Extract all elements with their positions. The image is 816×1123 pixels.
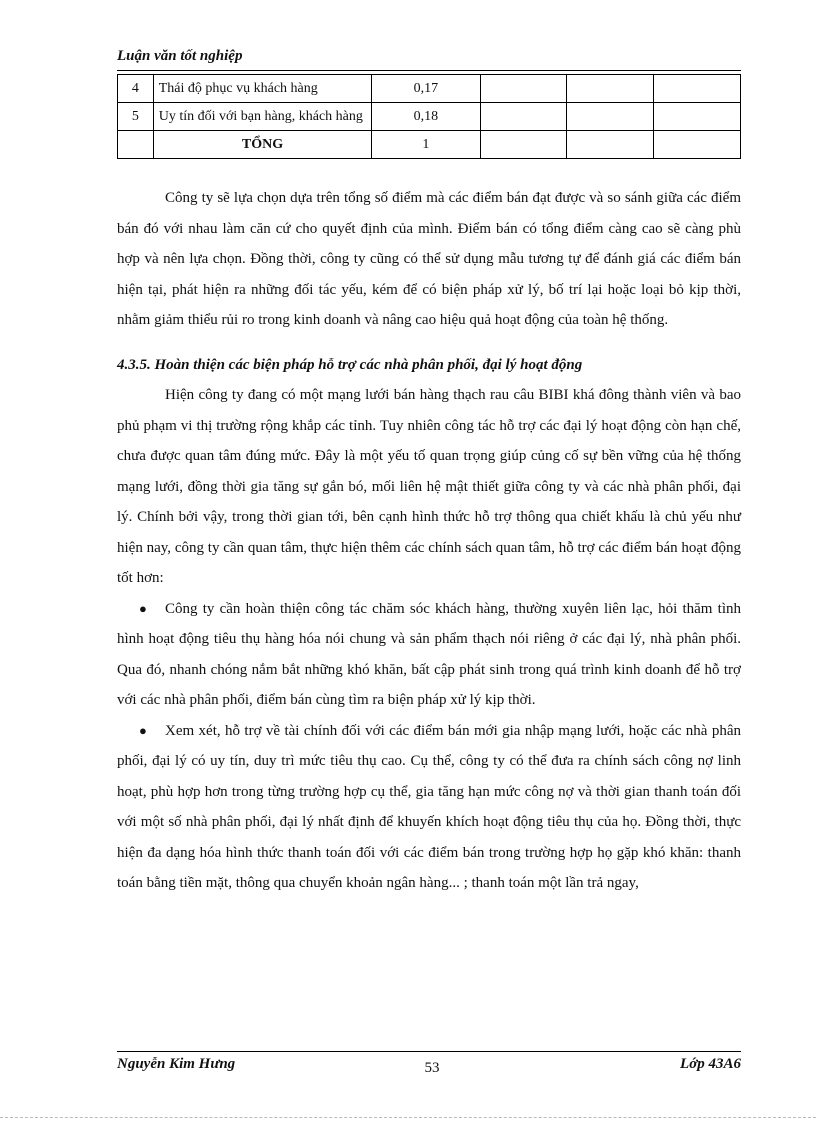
row-number: 4 xyxy=(118,75,154,103)
weight-cell: 0,17 xyxy=(372,75,480,103)
criteria-table xyxy=(117,74,741,159)
footer-rule xyxy=(117,1051,741,1052)
score-cell xyxy=(567,75,654,103)
weight-cell: 0,18 xyxy=(372,103,480,131)
paragraph-support-network: Hiện công ty đang có một mạng lưới bán hàng thạch rau câu BIBI khá đông thành viên và bao phủ phạm vi thị trường rộng khắp các tỉnh. Tuy nhiên công tác hỗ trợ các đại lý hoạt động còn hạn chế, chưa được quan tâm đúng mức. Đây là một yếu tố quan trọng giúp củng cố sự bền vững của hệ thống mạng lưới, đồng thời gia tăng sự gắn bó, mối liên hệ mật thiết giữa công ty và các nhà phân phối, đại lý. Chính bởi vậy, trong thời gian tới, bên cạnh hình thức hỗ trợ thông qua chiết khấu là chủ yếu như hiện nay, công ty cần quan tâm, thực hiện thêm các chính sách quan tâm, hỗ trợ các điểm bán hoạt động tốt hơn: xyxy=(117,387,741,586)
empty-cell xyxy=(118,131,154,159)
footer-class: Lớp 43A6 xyxy=(680,1056,741,1072)
score-cell xyxy=(480,103,567,131)
row-number: 5 xyxy=(118,103,154,131)
score-cell xyxy=(480,131,567,159)
score-cell xyxy=(567,103,654,131)
criterion-cell: Uy tín đối với bạn hàng, khách hàng xyxy=(153,103,372,131)
table-total-row xyxy=(118,131,741,159)
score-cell xyxy=(654,131,741,159)
header-title: Luận văn tốt nghiệp xyxy=(117,48,243,64)
header-rule xyxy=(117,70,741,71)
bullet-text: Xem xét, hỗ trợ về tài chính đối với các điểm bán mới gia nhập mạng lưới, hoặc các nhà phân phối, đại lý có uy tín, duy trì mức tiêu thụ cao. Cụ thể, công ty có thể đưa ra chính sách công nợ linh hoạt, phù hợp hơn trong từng trường hợp cụ thể, gia tăng hạn mức công nợ và thời gian thanh toán đối với một số nhà phân phối, đại lý nhất định để khuyến khích hoạt động tiêu thụ của họ. Đồng thời, thực hiện đa dạng hóa hình thức thanh toán đối với các điểm bán trong trường hợp họ gặp khó khăn: thanh toán bằng tiền mặt, thông qua chuyển khoản ngân hàng... ; thanh toán một lần trả ngay, xyxy=(117,722,741,891)
total-value: 1 xyxy=(372,131,480,159)
page-number: 53 xyxy=(424,1060,440,1076)
bullet-item xyxy=(117,716,741,899)
score-cell xyxy=(654,75,741,103)
paragraph-selection-method: Công ty sẽ lựa chọn dựa trên tổng số điểm mà các điểm bán đạt được và so sánh giữa các điểm bán đó với nhau làm căn cứ cho quyết định của mình. Điểm bán có tổng điểm càng cao sẽ càng phù hợp và nên lựa chọn. Đồng thời, công ty cũng có thể sử dụng mẫu tương tự để đánh giá các điểm bán hiện tại, phát hiện ra những đối tác yếu, kém để có biện pháp xử lý, bố trí lại hoặc loại bỏ kịp thời, nhằm giảm thiểu rủi ro trong kinh doanh và nâng cao hiệu quả hoạt động của toàn hệ thống. xyxy=(117,190,741,328)
footer-author: Nguyễn Kim Hưng xyxy=(117,1056,236,1072)
bullet-item xyxy=(117,594,741,716)
table-row xyxy=(118,75,741,103)
bullet-icon: ● xyxy=(139,722,147,738)
score-cell xyxy=(567,131,654,159)
section-heading: 4.3.5. Hoàn thiện các biện pháp hỗ trợ các nhà phân phối, đại lý hoạt động xyxy=(117,356,583,373)
bullet-text: Công ty cần hoàn thiện công tác chăm sóc khách hàng, thường xuyên liên lạc, hỏi thăm tình hình hoạt động tiêu thụ hàng hóa nói chung và sản phẩm thạch nói riêng ở các đại lý, nhà phân phối. Qua đó, nhanh chóng nắm bắt những khó khăn, bất cập phát sinh trong quá trình kinh doanh để hỗ trợ với các nhà phân phối, điểm bán cùng tìm ra biện pháp xử lý kịp thời. xyxy=(117,600,741,708)
table-row xyxy=(118,103,741,131)
bullet-icon: ● xyxy=(139,600,147,616)
criterion-cell: Thái độ phục vụ khách hàng xyxy=(153,75,372,103)
score-cell xyxy=(480,75,567,103)
page-bottom-rule xyxy=(0,1117,816,1118)
total-label: TỔNG xyxy=(153,131,372,159)
score-cell xyxy=(654,103,741,131)
body-text xyxy=(117,183,741,899)
